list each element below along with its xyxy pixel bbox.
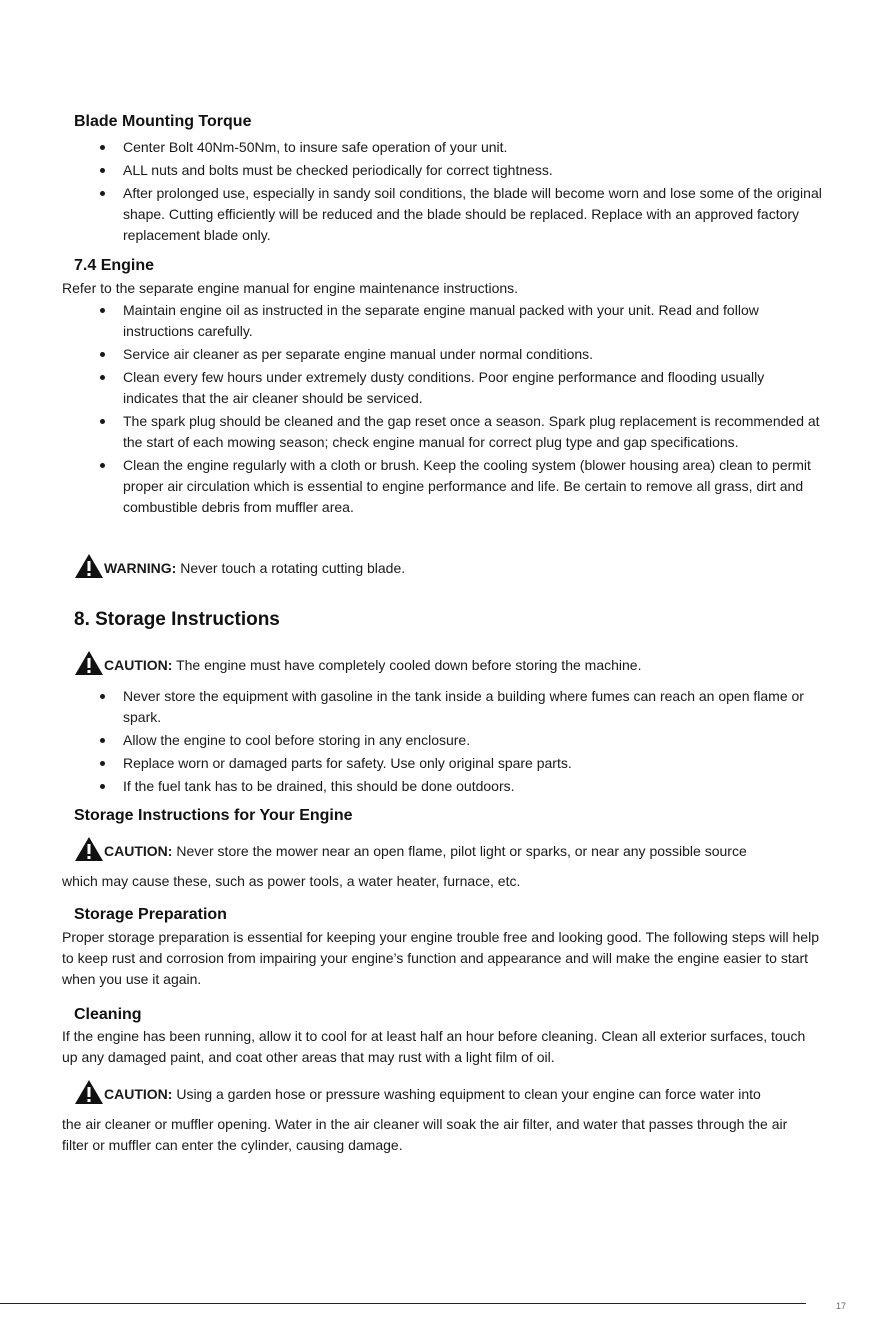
caution-notice	[74, 836, 747, 862]
caution-notice	[74, 650, 641, 676]
list-item: Maintain engine oil as instructed in the separate engine manual packed with your unit. Read and follow instructions carefully.	[123, 300, 823, 342]
preparation-text: Proper storage preparation is essential for keeping your engine trouble free and looking good. The following steps will help to keep rust and corrosion from impairing your engine’s function and appearance and will make the engine easier to start when you use it again.	[62, 929, 819, 987]
list-item: Never store the equipment with gasoline in the tank inside a building where fumes can reach an open flame or spark.	[123, 686, 823, 728]
list-item: ALL nuts and bolts must be checked periodically for correct tightness.	[123, 160, 823, 181]
list-item: Clean every few hours under extremely dusty conditions. Poor engine performance and flooding usually indicates that the air cleaner should be serviced.	[123, 367, 823, 409]
list-item: Clean the engine regularly with a cloth or brush. Keep the cooling system (blower housing area) clean to permit proper air circulation which is essential to engine performance and life. Be certain to remove all grass, dirt and combustible debris from muffler area.	[123, 455, 823, 518]
caution-label: CAUTION:	[104, 843, 173, 859]
caution-notice	[74, 1079, 761, 1105]
blade-torque-list	[123, 137, 823, 246]
caution-continuation: the air cleaner or muffler opening. Water in the air cleaner will soak the air filter, and water that passes through the air filter or muffler can enter the cylinder, causing damage.	[62, 1116, 788, 1153]
list-item: Service air cleaner as per separate engine manual under normal conditions.	[123, 344, 823, 365]
caution-label: CAUTION:	[104, 657, 173, 673]
warning-triangle-icon	[74, 1079, 104, 1105]
warning-triangle-icon	[74, 553, 104, 579]
caution-text: Never store the mower near an open flame, pilot light or sparks, or near any possible source	[172, 843, 747, 859]
warning-triangle-icon	[74, 650, 104, 676]
list-item: The spark plug should be cleaned and the gap reset once a season. Spark plug replacement is recommended at the start of each mowing season; check engine manual for correct plug type and gap specifications.	[123, 411, 823, 453]
list-item: Center Bolt 40Nm-50Nm, to insure safe operation of your unit.	[123, 137, 823, 158]
list-item: After prolonged use, especially in sandy soil conditions, the blade will become worn and lose some of the original shape. Cutting efficiently will be reduced and the blade should be replaced. Replace with an approved factory replacement blade only.	[123, 183, 823, 246]
warning-notice	[74, 553, 405, 579]
caution-text: Using a garden hose or pressure washing equipment to clean your engine can force water into	[172, 1086, 761, 1102]
caution-label: CAUTION:	[104, 1086, 173, 1102]
warning-triangle-icon	[74, 836, 104, 862]
storage-heading: 8. Storage Instructions	[74, 609, 280, 630]
storage-list	[123, 686, 823, 797]
warning-text: Never touch a rotating cutting blade.	[176, 560, 406, 576]
list-item: Replace worn or damaged parts for safety. Use only original spare parts.	[123, 753, 823, 774]
blade-torque-heading: Blade Mounting Torque	[74, 113, 252, 130]
footer-rule	[0, 1303, 806, 1304]
list-item: Allow the engine to cool before storing in any enclosure.	[123, 730, 823, 751]
page-number: 17	[836, 1301, 847, 1311]
cleaning-heading: Cleaning	[74, 1006, 142, 1023]
caution-text: The engine must have completely cooled down before storing the machine.	[172, 657, 642, 673]
preparation-heading: Storage Preparation	[74, 906, 227, 923]
engine-list	[123, 300, 823, 518]
engine-heading: 7.4 Engine	[74, 257, 155, 274]
engine-storage-heading: Storage Instructions for Your Engine	[74, 807, 353, 824]
engine-intro: Refer to the separate engine manual for engine maintenance instructions.	[62, 280, 519, 296]
caution-continuation: which may cause these, such as power tools, a water heater, furnace, etc.	[62, 873, 521, 889]
list-item: If the fuel tank has to be drained, this should be done outdoors.	[123, 776, 823, 797]
cleaning-text: If the engine has been running, allow it to cool for at least half an hour before cleaning. Clean all exterior surfaces, touch up any damaged paint, and coat other areas that may rust with a light film of oil.	[62, 1028, 806, 1065]
warning-label: WARNING:	[104, 560, 177, 576]
